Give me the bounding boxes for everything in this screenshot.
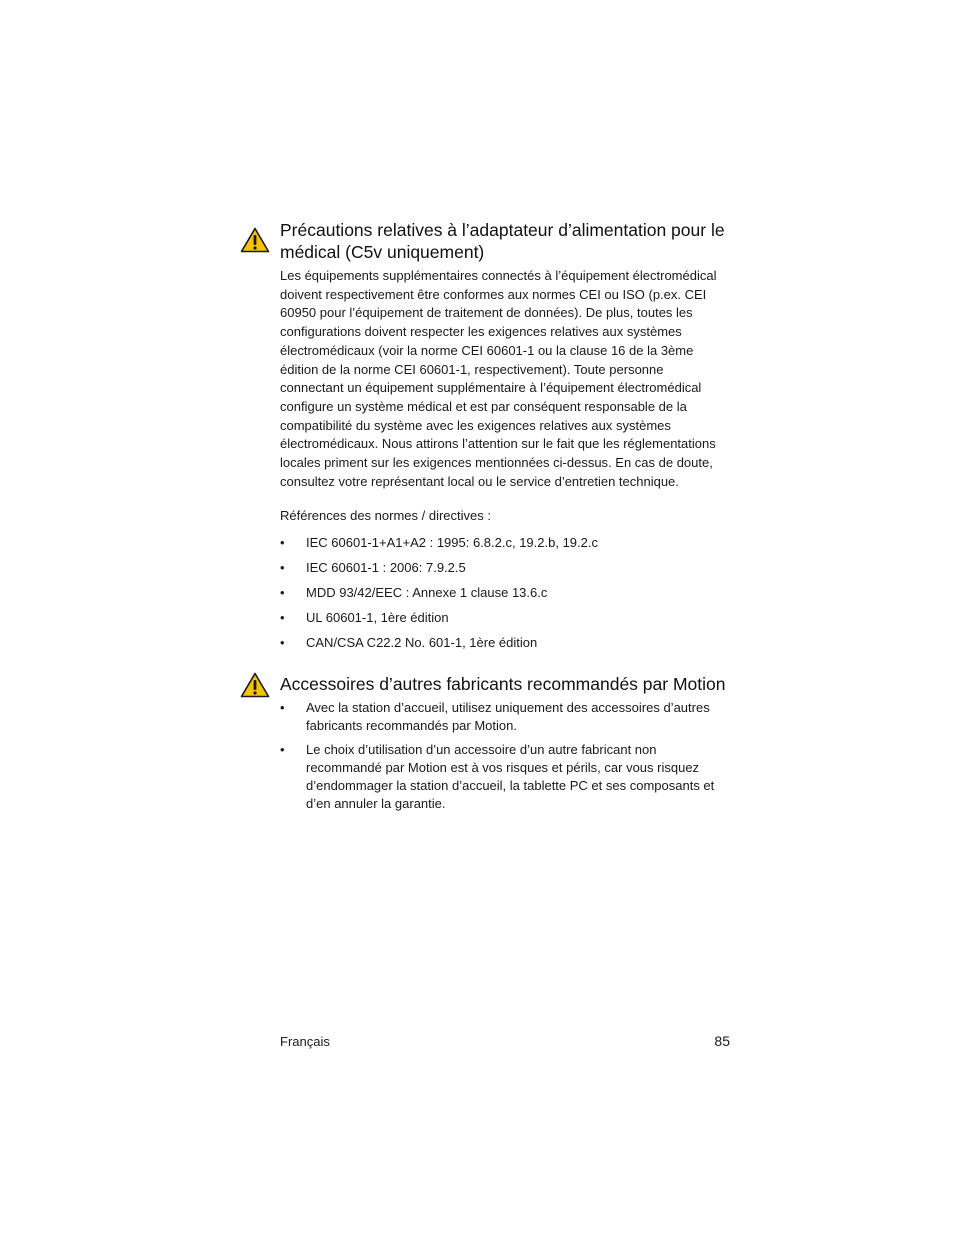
warning-triangle-icon [240, 672, 270, 698]
list-item: • CAN/CSA C22.2 No. 601-1, 1ère édition [280, 635, 538, 651]
warning-triangle-icon [240, 227, 270, 253]
section-title: Précautions relatives à l’adaptateur d’alimentation pour le médical (C5v uniquement) [280, 220, 725, 262]
section-title: Accessoires d’autres fabricants recommandés par Motion [280, 674, 726, 694]
bullet-icon: • [280, 635, 285, 651]
footer-language: Français [280, 1034, 330, 1049]
bullet-icon: • [280, 585, 285, 601]
references-list [240, 534, 740, 652]
bullet-icon: • [280, 535, 285, 551]
list-item: • IEC 60601-1 : 2006: 7.9.2.5 [280, 560, 466, 576]
bullet-icon: • [280, 700, 285, 715]
bullet-icon: • [280, 610, 285, 626]
page-number: 85 [714, 1033, 730, 1049]
list-item: • IEC 60601-1+A1+A2 : 1995: 6.8.2.c, 19.2.b, 19.2.c [280, 535, 598, 551]
bullet-icon: • [280, 742, 285, 757]
accessories-list [240, 699, 740, 813]
section-medical-adapter [240, 219, 740, 659]
list-item: • Avec la station d’accueil, utilisez uniquement des accessoires d’autres fabricants recommandés par Motion. [280, 700, 710, 733]
references-label: Références des normes / directives : [280, 508, 491, 524]
section-third-party-accessories [240, 673, 740, 819]
list-item: • MDD 93/42/EEC : Annexe 1 clause 13.6.c [280, 585, 548, 601]
list-item: • Le choix d’utilisation d’un accessoire d’un autre fabricant non recommandé par Motion est à vos risques et périls, car vous risquez d’endommager la station d’accueil, la tablette PC et ses composants et d’en annuler la garantie. [280, 742, 715, 811]
bullet-icon: • [280, 560, 285, 576]
section-body: Les équipements supplémentaires connectés à l’équipement électromédical doivent respectivement être conformes aux normes CEI ou ISO (p.ex. CEI 60950 pour l’équipement de traitement de données). De plus, toutes les configurations doivent respecter les exigences relatives aux systèmes électromédicaux (voir la norme CEI 60601-1 ou la clause 16 de la 3ème édition de la norme CEI 60601-1, respectivement). Toute personne connectant un équipement supplémentaire à l’équipement électromédical configure un système médical et est par conséquent responsable de la compatibilité du système avec les exigences relatives aux systèmes électromédicaux. Nous attirons l’attention sur le fait que les réglementations locales priment sur les exigences mentionnées ci-dessus. En cas de doute, consultez votre représentant local ou le service d’entretien technique. [280, 268, 717, 489]
list-item: • UL 60601-1, 1ère édition [280, 610, 449, 626]
